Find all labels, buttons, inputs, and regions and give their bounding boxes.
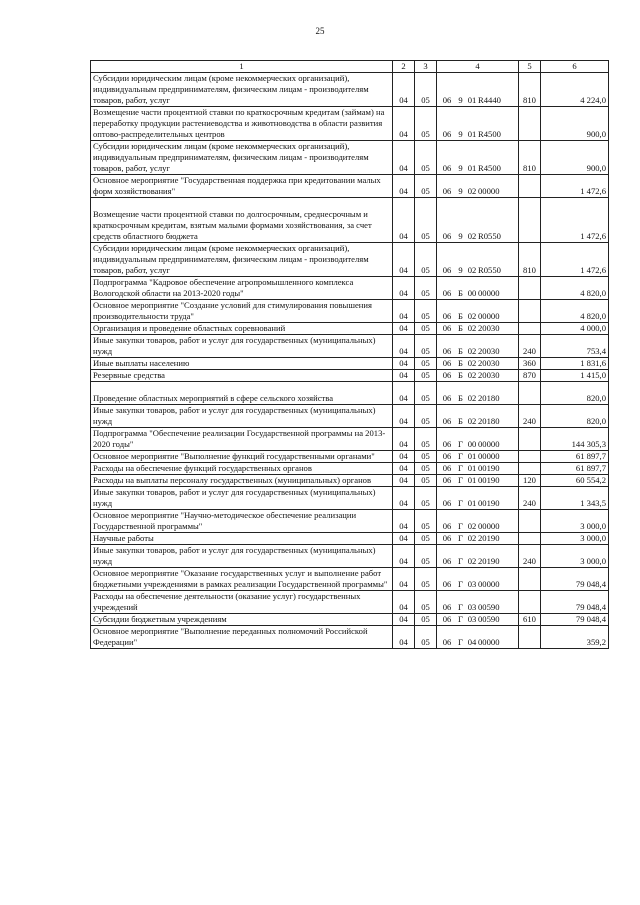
row-section: 04 <box>393 487 415 510</box>
code-part: 01 <box>467 498 477 508</box>
row-expense-type: 810 <box>519 141 541 175</box>
row-section: 04 <box>393 175 415 198</box>
row-section: 04 <box>393 73 415 107</box>
code-part: 06 <box>442 416 452 426</box>
code-part: 9 <box>458 231 463 241</box>
row-expense-type: 810 <box>519 73 541 107</box>
row-target-code <box>437 382 519 405</box>
table-row <box>91 591 609 614</box>
code-part: 02 <box>467 265 477 275</box>
code-part: 02 <box>467 358 477 368</box>
code-part: Б <box>458 346 463 356</box>
row-amount: 1 472,6 <box>541 198 609 243</box>
row-target-code <box>437 510 519 533</box>
row-subsection: 05 <box>415 405 437 428</box>
code-part: 01 <box>467 129 477 139</box>
header-col-3: 3 <box>415 61 437 73</box>
row-amount: 820,0 <box>541 382 609 405</box>
row-amount: 4 820,0 <box>541 300 609 323</box>
row-target-code <box>437 545 519 568</box>
table-row <box>91 370 609 382</box>
row-expense-type: 240 <box>519 405 541 428</box>
table-row <box>91 463 609 475</box>
row-name: Проведение областных мероприятий в сфере сельского хозяйства <box>91 382 393 405</box>
table-row <box>91 300 609 323</box>
row-amount: 61 897,7 <box>541 451 609 463</box>
table-row <box>91 277 609 300</box>
row-section: 04 <box>393 591 415 614</box>
row-subsection: 05 <box>415 141 437 175</box>
row-subsection: 05 <box>415 323 437 335</box>
header-col-6: 6 <box>541 61 609 73</box>
table-row <box>91 335 609 358</box>
row-name: Расходы на выплаты персоналу государственных (муниципальных) органов <box>91 475 393 487</box>
row-subsection: 05 <box>415 175 437 198</box>
row-subsection: 05 <box>415 428 437 451</box>
code-part: 06 <box>442 521 452 531</box>
row-target-code <box>437 277 519 300</box>
row-subsection: 05 <box>415 73 437 107</box>
row-subsection: 05 <box>415 198 437 243</box>
row-name: Научные работы <box>91 533 393 545</box>
row-target-code <box>437 370 519 382</box>
row-target-code <box>437 626 519 649</box>
code-part: 20030 <box>478 346 500 356</box>
code-part: 06 <box>442 370 452 380</box>
row-expense-type <box>519 428 541 451</box>
row-amount: 1 343,5 <box>541 487 609 510</box>
code-part: 00000 <box>478 311 500 321</box>
row-subsection: 05 <box>415 382 437 405</box>
table-row <box>91 358 609 370</box>
row-name: Возмещение части процентной ставки по краткосрочным кредитам (займам) на переработку продукции растениеводства и животноводства в области развития оптово-распределительных центров <box>91 107 393 141</box>
table-row <box>91 451 609 463</box>
code-part: 00000 <box>478 579 500 589</box>
row-section: 04 <box>393 323 415 335</box>
row-expense-type: 240 <box>519 545 541 568</box>
row-target-code <box>437 243 519 277</box>
row-amount: 3 000,0 <box>541 510 609 533</box>
code-part: 01 <box>467 95 477 105</box>
row-subsection: 05 <box>415 568 437 591</box>
row-target-code <box>437 198 519 243</box>
code-part: 01 <box>467 475 477 485</box>
row-section: 04 <box>393 405 415 428</box>
code-part: 01 <box>467 463 477 473</box>
row-name: Иные закупки товаров, работ и услуг для государственных (муниципальных) нужд <box>91 545 393 568</box>
row-amount: 61 897,7 <box>541 463 609 475</box>
row-target-code <box>437 568 519 591</box>
row-section: 04 <box>393 568 415 591</box>
header-col-1: 1 <box>91 61 393 73</box>
row-target-code <box>437 335 519 358</box>
row-subsection: 05 <box>415 463 437 475</box>
row-target-code <box>437 175 519 198</box>
row-expense-type <box>519 323 541 335</box>
row-amount: 753,4 <box>541 335 609 358</box>
code-part: Г <box>458 614 463 624</box>
row-expense-type <box>519 463 541 475</box>
row-expense-type <box>519 533 541 545</box>
code-part: Б <box>458 311 463 321</box>
code-part: 9 <box>458 265 463 275</box>
row-expense-type: 120 <box>519 475 541 487</box>
row-subsection: 05 <box>415 107 437 141</box>
row-section: 04 <box>393 614 415 626</box>
row-amount: 1 472,6 <box>541 175 609 198</box>
code-part: Г <box>458 475 463 485</box>
row-amount: 900,0 <box>541 141 609 175</box>
code-part: 06 <box>442 602 452 612</box>
row-name: Субсидии бюджетным учреждениям <box>91 614 393 626</box>
code-part: 03 <box>467 579 477 589</box>
table-row <box>91 405 609 428</box>
row-expense-type <box>519 198 541 243</box>
code-part: Г <box>458 521 463 531</box>
code-part: 06 <box>442 533 452 543</box>
table-row <box>91 141 609 175</box>
code-part: R4500 <box>478 163 501 173</box>
code-part: 9 <box>458 129 463 139</box>
row-name: Основное мероприятие "Выполнение переданных полномочий Российской Федерации" <box>91 626 393 649</box>
row-name: Иные закупки товаров, работ и услуг для государственных (муниципальных) нужд <box>91 487 393 510</box>
code-part: 02 <box>467 393 477 403</box>
code-part: 06 <box>442 288 452 298</box>
row-name: Возмещение части процентной ставки по долгосрочным, среднесрочным и краткосрочным кредитам, взятым малыми формами хозяйствования, за счет средств областного бюджета <box>91 198 393 243</box>
code-part: Г <box>458 556 463 566</box>
code-part: Б <box>458 358 463 368</box>
table-row <box>91 175 609 198</box>
row-target-code <box>437 614 519 626</box>
row-expense-type: 240 <box>519 487 541 510</box>
code-part: Г <box>458 439 463 449</box>
code-part: 20190 <box>478 533 500 543</box>
row-amount: 359,2 <box>541 626 609 649</box>
row-subsection: 05 <box>415 277 437 300</box>
row-subsection: 05 <box>415 451 437 463</box>
row-section: 04 <box>393 277 415 300</box>
row-subsection: 05 <box>415 545 437 568</box>
row-name: Подпрограмма "Обеспечение реализации Государственной программы на 2013-2020 годы" <box>91 428 393 451</box>
row-expense-type: 870 <box>519 370 541 382</box>
row-amount: 4 224,0 <box>541 73 609 107</box>
row-target-code <box>437 487 519 510</box>
code-part: 02 <box>467 533 477 543</box>
row-subsection: 05 <box>415 370 437 382</box>
code-part: Г <box>458 637 463 647</box>
row-section: 04 <box>393 141 415 175</box>
code-part: 04 <box>467 637 477 647</box>
row-name: Основное мероприятие "Выполнение функций государственными органами" <box>91 451 393 463</box>
code-part: 20180 <box>478 416 500 426</box>
row-subsection: 05 <box>415 510 437 533</box>
code-part: 06 <box>442 498 452 508</box>
row-section: 04 <box>393 370 415 382</box>
code-part: 06 <box>442 346 452 356</box>
code-part: 02 <box>467 186 477 196</box>
table-body <box>91 73 609 649</box>
table-row <box>91 533 609 545</box>
row-target-code <box>437 463 519 475</box>
row-expense-type: 360 <box>519 358 541 370</box>
row-target-code <box>437 323 519 335</box>
row-target-code <box>437 73 519 107</box>
row-name: Основное мероприятие "Государственная поддержка при кредитовании малых форм хозяйствования" <box>91 175 393 198</box>
code-part: Г <box>458 463 463 473</box>
header-col-5: 5 <box>519 61 541 73</box>
code-part: 06 <box>442 475 452 485</box>
code-part: 06 <box>442 614 452 624</box>
row-expense-type <box>519 591 541 614</box>
row-expense-type <box>519 382 541 405</box>
code-part: 00 <box>467 288 477 298</box>
code-part: 20030 <box>478 370 500 380</box>
code-part: 20030 <box>478 323 500 333</box>
table-row <box>91 323 609 335</box>
code-part: 00190 <box>478 498 500 508</box>
code-part: 20030 <box>478 358 500 368</box>
row-target-code <box>437 451 519 463</box>
row-name: Субсидии юридическим лицам (кроме некоммерческих организаций), индивидуальным предпринимателям, физическим лицам - производителям товаров, работ, услуг <box>91 73 393 107</box>
row-expense-type <box>519 568 541 591</box>
row-subsection: 05 <box>415 533 437 545</box>
row-name: Иные закупки товаров, работ и услуг для государственных (муниципальных) нужд <box>91 405 393 428</box>
row-amount: 79 048,4 <box>541 591 609 614</box>
table-header-row <box>91 61 609 73</box>
header-col-4: 4 <box>437 61 519 73</box>
row-expense-type: 610 <box>519 614 541 626</box>
row-subsection: 05 <box>415 335 437 358</box>
row-target-code <box>437 591 519 614</box>
table-row <box>91 626 609 649</box>
table-row <box>91 73 609 107</box>
code-part: 00590 <box>478 614 500 624</box>
code-part: 20190 <box>478 556 500 566</box>
code-part: 06 <box>442 451 452 461</box>
code-part: 06 <box>442 439 452 449</box>
row-amount: 900,0 <box>541 107 609 141</box>
row-expense-type <box>519 300 541 323</box>
code-part: 06 <box>442 579 452 589</box>
row-target-code <box>437 405 519 428</box>
row-subsection: 05 <box>415 475 437 487</box>
row-amount: 1 472,6 <box>541 243 609 277</box>
table-row <box>91 545 609 568</box>
code-part: 02 <box>467 416 477 426</box>
row-name: Субсидии юридическим лицам (кроме некоммерческих организаций), индивидуальным предпринимателям, физическим лицам - производителям товаров, работ, услуг <box>91 141 393 175</box>
code-part: 9 <box>458 186 463 196</box>
row-section: 04 <box>393 358 415 370</box>
table-row <box>91 568 609 591</box>
code-part: Г <box>458 602 463 612</box>
code-part: 06 <box>442 129 452 139</box>
row-subsection: 05 <box>415 487 437 510</box>
code-part: 00590 <box>478 602 500 612</box>
code-part: R4440 <box>478 95 501 105</box>
code-part: 06 <box>442 186 452 196</box>
code-part: Г <box>458 533 463 543</box>
row-name: Иные закупки товаров, работ и услуг для государственных (муниципальных) нужд <box>91 335 393 358</box>
code-part: 00 <box>467 439 477 449</box>
code-part: 00190 <box>478 475 500 485</box>
row-subsection: 05 <box>415 300 437 323</box>
code-part: Г <box>458 498 463 508</box>
code-part: Б <box>458 323 463 333</box>
row-amount: 3 000,0 <box>541 545 609 568</box>
table-row <box>91 475 609 487</box>
row-amount: 4 000,0 <box>541 323 609 335</box>
code-part: R0550 <box>478 265 501 275</box>
row-amount: 4 820,0 <box>541 277 609 300</box>
code-part: 02 <box>467 311 477 321</box>
row-expense-type: 240 <box>519 335 541 358</box>
code-part: 02 <box>467 231 477 241</box>
code-part: 06 <box>442 265 452 275</box>
code-part: 00000 <box>478 637 500 647</box>
table-row <box>91 614 609 626</box>
row-amount: 1 415,0 <box>541 370 609 382</box>
table-row <box>91 382 609 405</box>
code-part: 20180 <box>478 393 500 403</box>
code-part: 06 <box>442 163 452 173</box>
row-subsection: 05 <box>415 626 437 649</box>
code-part: 02 <box>467 370 477 380</box>
code-part: Б <box>458 393 463 403</box>
row-expense-type <box>519 175 541 198</box>
row-amount: 820,0 <box>541 405 609 428</box>
row-subsection: 05 <box>415 591 437 614</box>
row-section: 04 <box>393 198 415 243</box>
code-part: Б <box>458 416 463 426</box>
code-part: 03 <box>467 614 477 624</box>
row-section: 04 <box>393 451 415 463</box>
header-col-2: 2 <box>393 61 415 73</box>
table-row <box>91 487 609 510</box>
row-subsection: 05 <box>415 614 437 626</box>
row-name: Основное мероприятие "Оказание государственных услуг и выполнение работ бюджетными учреждениями в рамках реализации Государственной программы" <box>91 568 393 591</box>
row-expense-type: 810 <box>519 243 541 277</box>
row-name: Иные выплаты населению <box>91 358 393 370</box>
code-part: Б <box>458 288 463 298</box>
table-row <box>91 198 609 243</box>
code-part: 06 <box>442 231 452 241</box>
row-section: 04 <box>393 510 415 533</box>
row-name: Организация и проведение областных соревнований <box>91 323 393 335</box>
code-part: 06 <box>442 393 452 403</box>
row-target-code <box>437 533 519 545</box>
code-part: 9 <box>458 95 463 105</box>
page-number: 25 <box>315 26 325 36</box>
row-section: 04 <box>393 382 415 405</box>
row-section: 04 <box>393 545 415 568</box>
code-part: 00000 <box>478 451 500 461</box>
row-expense-type <box>519 451 541 463</box>
row-section: 04 <box>393 335 415 358</box>
row-amount: 144 305,3 <box>541 428 609 451</box>
row-amount: 79 048,4 <box>541 568 609 591</box>
row-section: 04 <box>393 463 415 475</box>
row-expense-type <box>519 626 541 649</box>
row-target-code <box>437 428 519 451</box>
code-part: 01 <box>467 451 477 461</box>
code-part: 02 <box>467 556 477 566</box>
code-part: 06 <box>442 556 452 566</box>
row-name: Расходы на обеспечение деятельности (оказание услуг) государственных учреждений <box>91 591 393 614</box>
row-name: Расходы на обеспечение функций государственных органов <box>91 463 393 475</box>
row-section: 04 <box>393 533 415 545</box>
code-part: Б <box>458 370 463 380</box>
code-part: 01 <box>467 163 477 173</box>
code-part: 00000 <box>478 439 500 449</box>
row-expense-type <box>519 277 541 300</box>
row-target-code <box>437 358 519 370</box>
code-part: 00190 <box>478 463 500 473</box>
row-name: Подпрограмма "Кадровое обеспечение агропромышленного комплекса Вологодской области на 2013-2020 годы" <box>91 277 393 300</box>
row-amount: 60 554,2 <box>541 475 609 487</box>
code-part: 06 <box>442 323 452 333</box>
table-row <box>91 243 609 277</box>
code-part: R4500 <box>478 129 501 139</box>
row-name: Основное мероприятие "Научно-методическое обеспечение реализации Государственной программы" <box>91 510 393 533</box>
row-subsection: 05 <box>415 358 437 370</box>
code-part: 06 <box>442 463 452 473</box>
table-row <box>91 428 609 451</box>
row-section: 04 <box>393 626 415 649</box>
row-section: 04 <box>393 428 415 451</box>
row-target-code <box>437 107 519 141</box>
code-part: Г <box>458 579 463 589</box>
code-part: 06 <box>442 358 452 368</box>
row-subsection: 05 <box>415 243 437 277</box>
code-part: 06 <box>442 637 452 647</box>
row-expense-type <box>519 107 541 141</box>
row-amount: 3 000,0 <box>541 533 609 545</box>
row-target-code <box>437 475 519 487</box>
row-section: 04 <box>393 243 415 277</box>
code-part: R0550 <box>478 231 501 241</box>
row-amount: 79 048,4 <box>541 614 609 626</box>
code-part: 00000 <box>478 186 500 196</box>
code-part: 02 <box>467 346 477 356</box>
row-expense-type <box>519 510 541 533</box>
row-section: 04 <box>393 300 415 323</box>
code-part: 03 <box>467 602 477 612</box>
code-part: 00000 <box>478 288 500 298</box>
row-name: Резервные средства <box>91 370 393 382</box>
code-part: 06 <box>442 311 452 321</box>
row-target-code <box>437 141 519 175</box>
table-row <box>91 510 609 533</box>
row-name: Субсидии юридическим лицам (кроме некоммерческих организаций), индивидуальным предпринимателям, физическим лицам - производителям товаров, работ, услуг <box>91 243 393 277</box>
row-amount: 1 831,6 <box>541 358 609 370</box>
code-part: 00000 <box>478 521 500 531</box>
code-part: Г <box>458 451 463 461</box>
row-name: Основное мероприятие "Создание условий для стимулирования повышения производительности труда" <box>91 300 393 323</box>
code-part: 02 <box>467 521 477 531</box>
row-section: 04 <box>393 475 415 487</box>
code-part: 9 <box>458 163 463 173</box>
row-section: 04 <box>393 107 415 141</box>
row-target-code <box>437 300 519 323</box>
code-part: 06 <box>442 95 452 105</box>
code-part: 02 <box>467 323 477 333</box>
budget-table <box>90 60 609 649</box>
table-row <box>91 107 609 141</box>
